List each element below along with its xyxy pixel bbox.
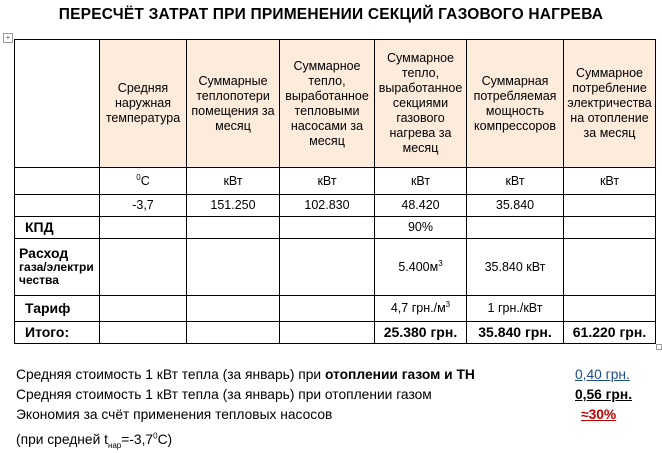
header-heat-pumps: Суммарное тепло, выработанное тепловыми насосами за месяц bbox=[280, 40, 375, 168]
header-gas-sections: Суммарное тепло, выработанное секциями газового нагрева за месяц bbox=[375, 40, 467, 168]
total-electricity: 35.840 грн. bbox=[467, 322, 564, 344]
unit-heat-pumps: кВт bbox=[280, 168, 375, 195]
summary-value-2: 0,56 грн. bbox=[575, 387, 633, 402]
total-sum: 61.220 грн. bbox=[564, 322, 656, 344]
tariff-label: Тариф bbox=[15, 296, 100, 322]
value-heat-pumps: 102.830 bbox=[280, 195, 375, 217]
header-heat-losses: Суммарные теплопотери помещения за месяц bbox=[187, 40, 280, 168]
summary-line-4: (при средней $t_{нар}=-3,7^0С$) bbox=[16, 431, 173, 450]
values-label-cell bbox=[15, 195, 100, 217]
consumption-electricity: 35.840 кВт bbox=[467, 239, 564, 296]
kpd-value: 90% bbox=[375, 217, 467, 239]
units-label-cell bbox=[15, 168, 100, 195]
values-row bbox=[15, 195, 656, 217]
unit-heat-losses: кВт bbox=[187, 168, 280, 195]
value-gas-sections: 48.420 bbox=[375, 195, 467, 217]
unit-gas-sections: кВт bbox=[375, 168, 467, 195]
unit-compressor-power: кВт bbox=[467, 168, 564, 195]
summary-value-3: ≈30% bbox=[581, 407, 617, 422]
header-row bbox=[15, 40, 656, 168]
tariff-gas: 4,7 $грн./м^3$ bbox=[375, 296, 467, 322]
kpd-label: КПД bbox=[15, 217, 100, 239]
units-row bbox=[15, 168, 656, 195]
value-heat-losses: 151.250 bbox=[187, 195, 280, 217]
page-title: ПЕРЕСЧЁТ ЗАТРАТ ПРИ ПРИМЕНЕНИИ СЕКЦИЙ ГАЗОВОГО НАГРЕВА bbox=[58, 6, 604, 23]
header-avg-temperature: Средняя наружная температура bbox=[100, 40, 187, 168]
consumption-gas: $5.400м^3$ bbox=[375, 239, 467, 296]
value-temperature: -3,7 bbox=[100, 195, 187, 217]
total-label: Итого: bbox=[15, 322, 100, 344]
header-electricity: Суммарное потребление электричества на отопление за месяц bbox=[564, 40, 656, 168]
table-resize-handle[interactable] bbox=[656, 344, 662, 350]
total-row bbox=[15, 322, 656, 344]
summary-line-3: Экономия за счёт применения тепловых насосов bbox=[16, 407, 333, 422]
summary-line-1: Средняя стоимость 1 кВт тепла (за январь) при отоплении газом и ТН bbox=[16, 367, 475, 382]
tariff-row bbox=[15, 296, 656, 322]
consumption-row bbox=[15, 239, 656, 296]
summary-line-2: Средняя стоимость 1 кВт тепла (за январь) при отоплении газом bbox=[16, 387, 432, 402]
cost-table bbox=[14, 39, 656, 344]
summary-value-1: 0,40 грн. bbox=[575, 367, 630, 382]
summary-line-1-bold: отоплении газом и ТН bbox=[324, 367, 475, 382]
value-compressor-power: 35.840 bbox=[467, 195, 564, 217]
tariff-electricity: 1 грн./кВт bbox=[467, 296, 564, 322]
unit-electricity: кВт bbox=[564, 168, 656, 195]
total-gas: 25.380 грн. bbox=[375, 322, 467, 344]
consumption-label: Расход газа/электри чества bbox=[15, 239, 100, 296]
header-compressor-power: Суммарная потребляемая мощность компрессоров bbox=[467, 40, 564, 168]
value-electricity bbox=[564, 195, 656, 217]
table-move-handle-icon[interactable]: + bbox=[3, 33, 13, 43]
kpd-row bbox=[15, 217, 656, 239]
header-corner-cell bbox=[15, 40, 100, 168]
unit-temperature: $^0$С bbox=[100, 168, 187, 195]
